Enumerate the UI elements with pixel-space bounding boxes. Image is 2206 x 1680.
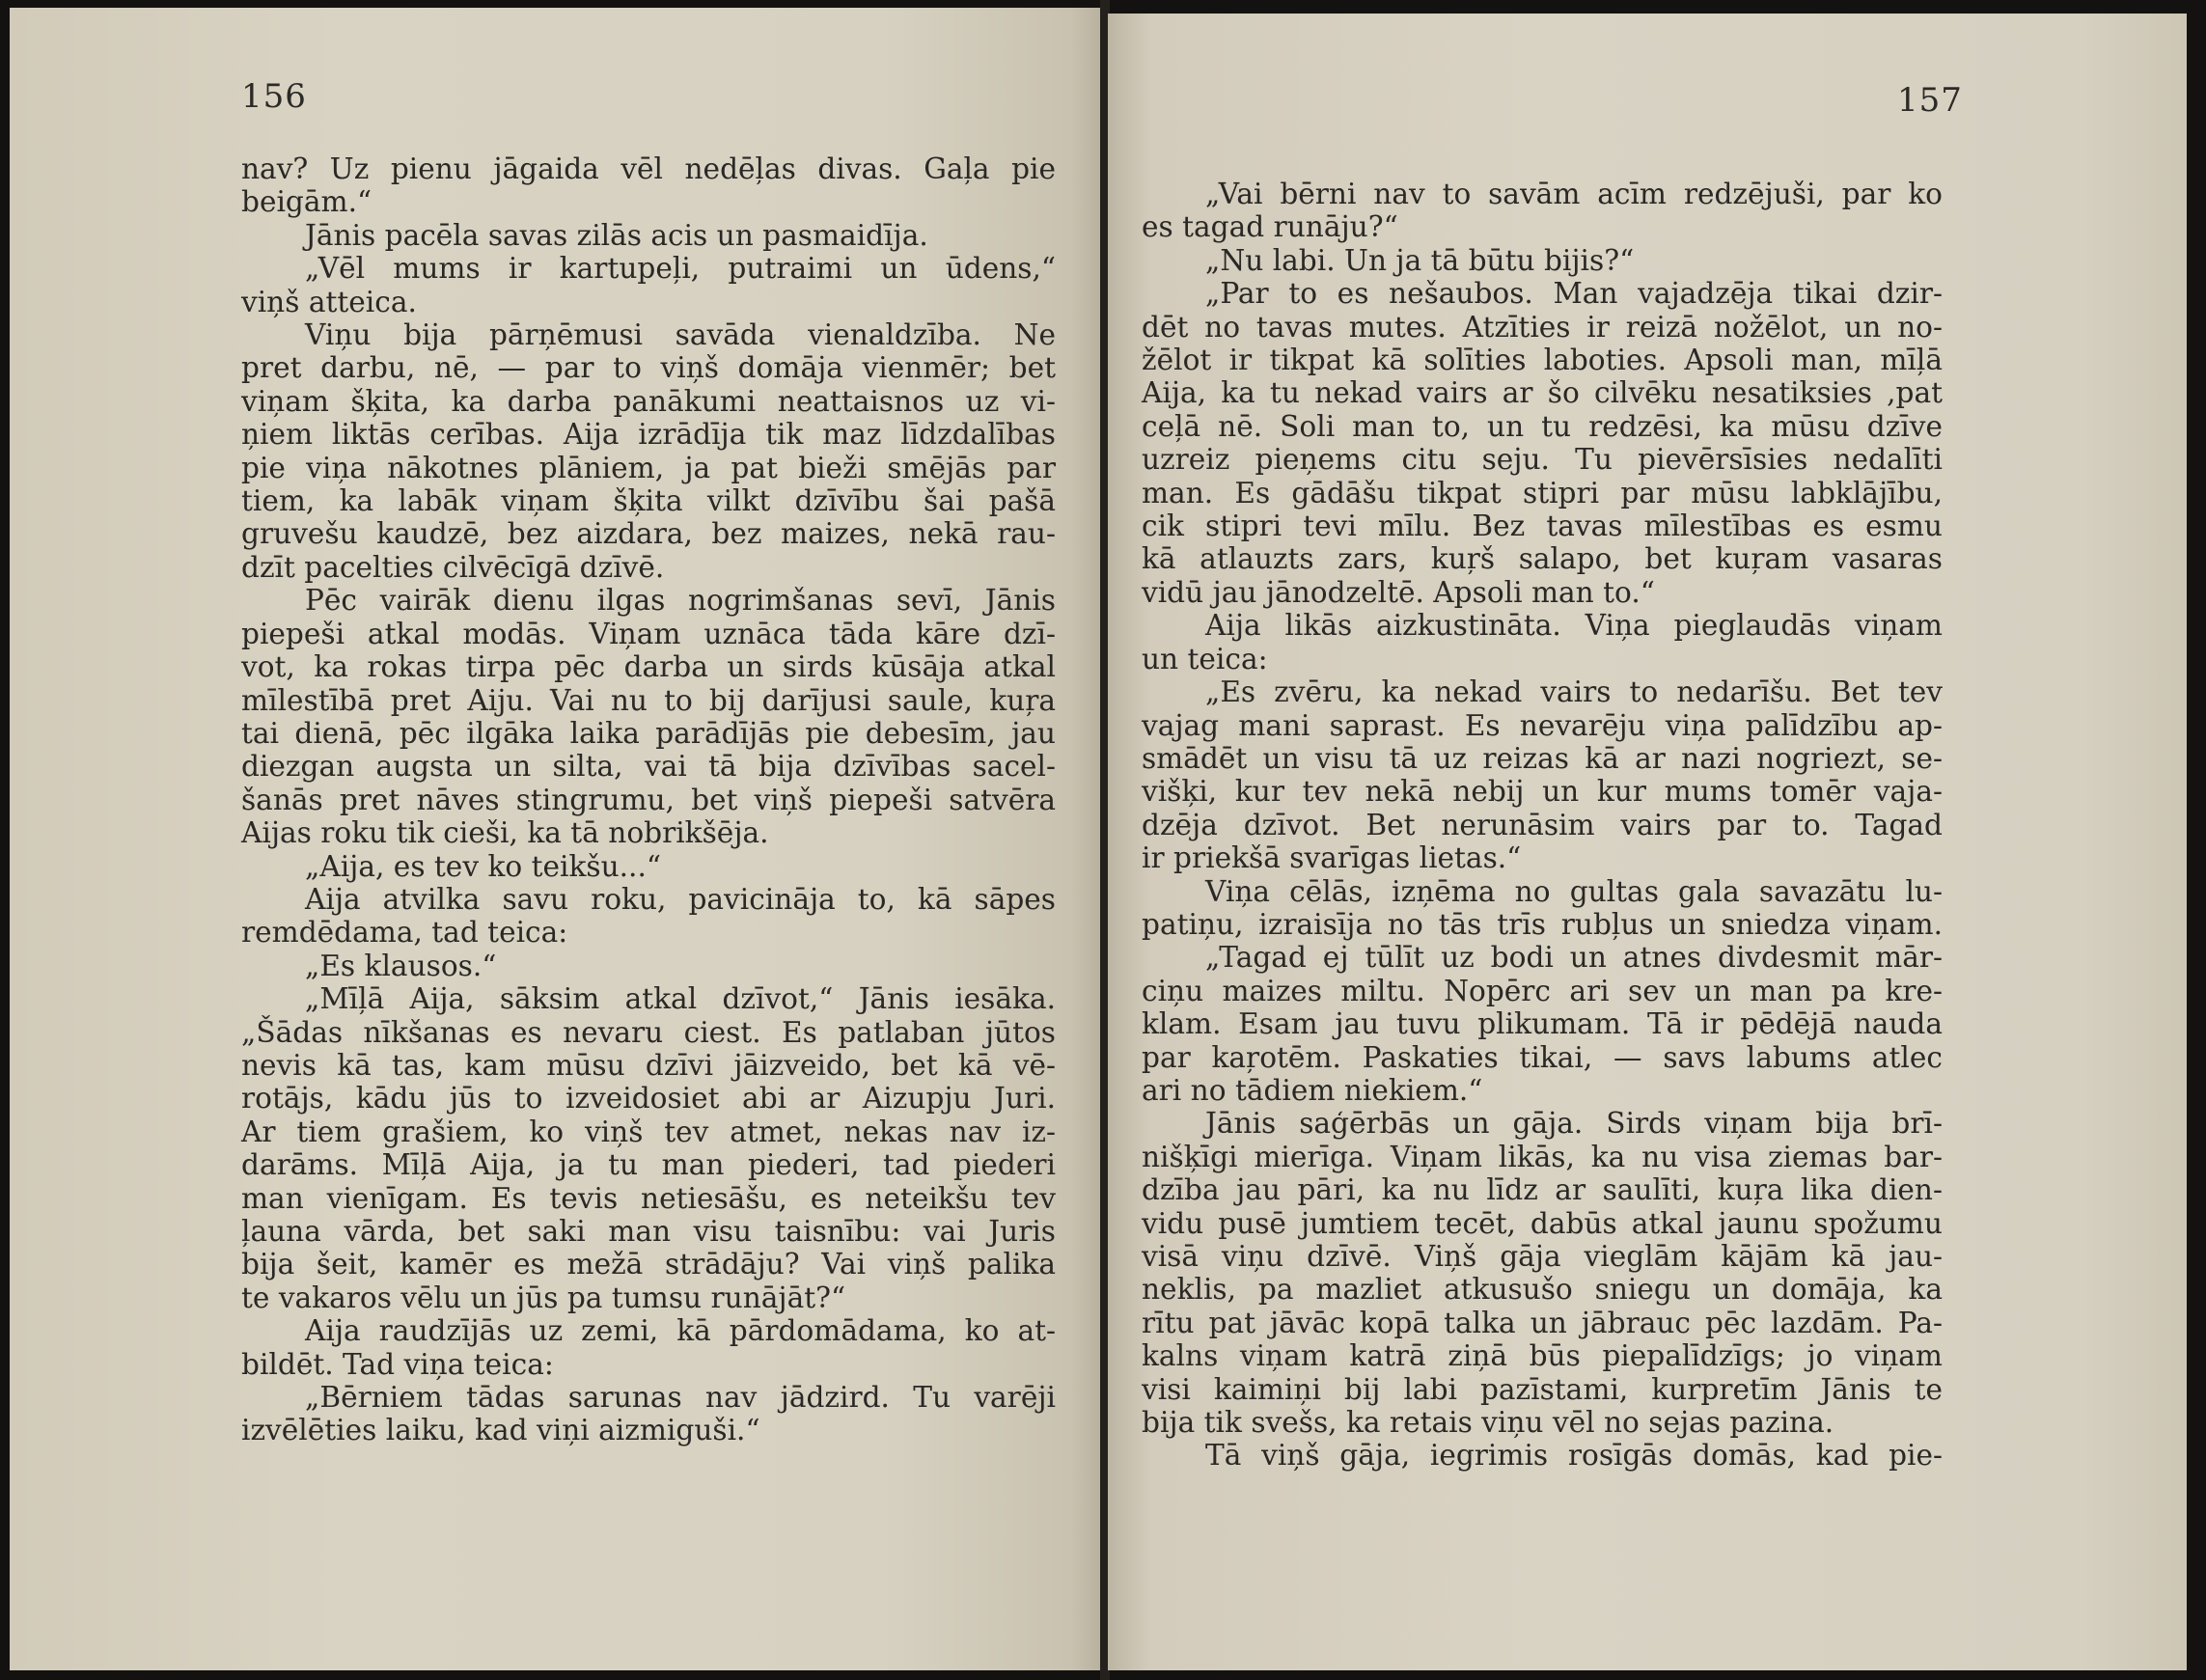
text-line: smādēt un visu tā uz reizas kā ar nazi nogriezt, se- <box>1142 741 1943 775</box>
text-line: „Es klausos.“ <box>305 949 497 982</box>
text-line: „Nu labi. Un ja tā būtu bijis?“ <box>1205 243 1635 277</box>
text-line: cik stipri tevi mīlu. Bez tavas mīlestības es esmu <box>1142 510 1943 543</box>
text-line: klam. Esam jau tuvu plikumam. Tā ir pēdējā nauda <box>1142 1007 1943 1041</box>
text-line: ceļā nē. Soli man to, un tu redzēsi, ka mūsu dzīve <box>1142 409 1943 443</box>
text-line: ņiem liktās cerības. Aija izrādīja tik maz līdzdalības <box>241 418 1056 452</box>
page-number-right: 157 <box>1897 81 1963 120</box>
text-line: gruvešu kaudzē, bez aizdara, bez maizes, nekā rau- <box>241 517 1056 551</box>
text-line: „Mīļā Aija, sāksim atkal dzīvot,“ Jānis iesāka. <box>305 982 1056 1016</box>
text-line: beigām.“ <box>241 185 372 219</box>
text-line: rotājs, kādu jūs to izveidosiet abi ar Aizupju Juri. <box>241 1082 1056 1115</box>
text-line: ciņu maizes miltu. Nopērc ari sev un man pa kre- <box>1142 974 1943 1007</box>
text-line: darāms. Mīļā Aija, ja tu man piederi, tad piederi <box>241 1148 1056 1182</box>
text-line: man vienīgam. Es tevis netiesāšu, es neteikšu tev <box>241 1181 1056 1215</box>
text-line: es tagad runāju?“ <box>1142 210 1398 244</box>
text-line: „Es zvēru, ka nekad vairs to nedarīšu. Bet tev <box>1205 675 1943 709</box>
text-line: vidū jau jānodzeltē. Apsoli man to.“ <box>1142 575 1655 609</box>
text-line: un teica: <box>1142 642 1268 675</box>
text-line: Viņu bija pārņēmusi savāda vienaldzība. Ne <box>305 318 1056 352</box>
text-line: nišķīgi mierīga. Viņam likās, ka nu visa ziemas bar- <box>1142 1140 1943 1173</box>
left-page <box>10 8 1103 1670</box>
text-line: „Par to es nešaubos. Man vajadzēja tikai dzir- <box>1205 277 1943 311</box>
text-line: Ar tiem grašiem, ko viņš tev atmet, nekas nav iz- <box>241 1115 1056 1148</box>
text-line: bija tik svešs, ka retais viņu vēl no sejas pazina. <box>1142 1406 1834 1440</box>
text-line: mīlestībā pret Aiju. Vai nu to bij darījusi saule, kuŗa <box>241 683 1056 717</box>
text-line: vidu pusē jumtiem tecēt, dabūs atkal jaunu spožumu <box>1142 1206 1943 1240</box>
text-line: „Aija, es tev ko teikšu...“ <box>305 849 661 883</box>
text-line: ir priekšā svarīgas lietas.“ <box>1142 841 1522 875</box>
text-line: „Vai bērni nav to savām acīm redzējuši, par ko <box>1205 178 1943 210</box>
text-line: par kaŗotēm. Paskaties tikai, — savs labums atlec <box>1142 1040 1943 1074</box>
text-line: kalns viņam katrā ziņā būs piepalīdzīgs; jo viņam <box>1142 1339 1943 1373</box>
text-line: „Vēl mums ir kartupeļi, putraimi un ūdens,“ <box>305 252 1056 286</box>
text-line: rītu pat jāvāc kopā talka un jābrauc pēc lazdām. Pa- <box>1142 1306 1943 1339</box>
text-line: Aija raudzījās uz zemi, kā pārdomādama, ko at- <box>305 1314 1056 1348</box>
text-line: remdēdama, tad teica: <box>241 916 568 950</box>
text-line: pret darbu, nē, — par to viņš domāja vienmēr; bet <box>241 351 1056 385</box>
text-line: patiņu, izraisīja no tās trīs rubļus un sniedza viņam. <box>1142 907 1943 941</box>
right-page-text <box>1142 178 1943 1473</box>
text-line: vot, ka rokas tirpa pēc darba un sirds kūsāja atkal <box>241 650 1056 684</box>
text-line: man. Es gādāšu tikpat stipri par mūsu labklājību, <box>1142 476 1943 510</box>
text-line: „Šādas nīkšanas es nevaru ciest. Es patlaban jūtos <box>241 1015 1056 1049</box>
text-line: dzība jau pāri, ka nu līdz ar saulīti, kuŗa lika dien- <box>1142 1173 1943 1207</box>
text-line: Aija atvilka savu roku, pavicināja to, kā sāpes <box>305 882 1056 916</box>
text-line: te vakaros vēlu un jūs pa tumsu runājāt?“ <box>241 1281 846 1314</box>
text-line: dēt no tavas mutes. Atzīties ir reizā nožēlot, un no- <box>1142 310 1943 344</box>
text-line: dzīt pacelties cilvēcīgā dzīvē. <box>241 550 665 584</box>
right-page <box>1108 14 2187 1670</box>
text-line: šanās pret nāves stingrumu, bet viņš piepeši satvēra <box>241 783 1056 816</box>
text-line: nav? Uz pienu jāgaida vēl nedēļas divas. Gaļa pie <box>241 152 1056 185</box>
text-line: Viņa cēlās, izņēma no gultas gala savazātu lu- <box>1205 874 1943 908</box>
text-line: Aija, ka tu nekad vairs ar šo cilvēku nesatiksies ,pat <box>1142 376 1943 410</box>
text-line: ari no tādiem niekiem.“ <box>1142 1073 1483 1107</box>
text-line: viņš atteica. <box>241 285 417 318</box>
text-line: visā viņu dzīvē. Viņš gāja vieglām kājām kā jau- <box>1142 1240 1943 1273</box>
text-line: žēlot ir tikpat kā solīties laboties. Apsoli man, mīļā <box>1142 344 1943 377</box>
text-line: Pēc vairāk dienu ilgas nogrimšanas sevī, Jānis <box>305 584 1056 618</box>
text-line: neklis, pa mazliet atkusušo sniegu un domāja, ka <box>1142 1273 1943 1307</box>
text-line: tiem, ka labāk viņam šķita vilkt dzīvību šai pašā <box>241 484 1056 518</box>
text-line: bildēt. Tad viņa teica: <box>241 1347 554 1381</box>
text-line: uzreiz pieņems citu seju. Tu pievērsīsies nedalīti <box>1142 443 1943 477</box>
text-line: „Bērniem tādas sarunas nav jādzird. Tu varēji <box>305 1381 1056 1415</box>
text-line: diezgan augsta un silta, vai tā bija dzīvības sacel- <box>241 750 1056 784</box>
page-number-left: 156 <box>241 77 307 116</box>
text-line: bija šeit, kamēr es mežā strādāju? Vai viņš palika <box>241 1248 1056 1281</box>
text-line: „Tagad ej tūlīt uz bodi un atnes divdesmit mār- <box>1205 941 1943 975</box>
left-page-text <box>241 152 1056 1447</box>
text-line: izvēlēties laiku, kad viņi aizmiguši.“ <box>241 1414 760 1447</box>
text-line: Tā viņš gāja, iegrimis rosīgās domās, kad pie- <box>1205 1439 1943 1473</box>
text-line: tai dienā, pēc ilgāka laika parādījās pie debesīm, jau <box>241 716 1056 750</box>
text-line: ļauna vārda, bet saki man visu taisnību: vai Juris <box>241 1215 1056 1248</box>
text-line: višķi, kur tev nekā nebij un kur mums tomēr vaja- <box>1142 775 1943 809</box>
text-line: Jānis pacēla savas zilās acis un pasmaidīja. <box>305 218 928 252</box>
text-line: pie viņa nākotnes plāniem, ja pat bieži smējās par <box>241 451 1056 484</box>
text-line: viņam šķita, ka darba panākumi neattaisnos uz vi- <box>241 384 1056 418</box>
text-line: Aija likās aizkustināta. Viņa pieglaudās viņam <box>1205 609 1943 643</box>
text-line: visi kaimiņi bij labi pazīstami, kurpretīm Jānis te <box>1142 1372 1943 1406</box>
text-line: Aijas roku tik cieši, ka tā nobrikšēja. <box>241 816 769 850</box>
text-line: dzēja dzīvot. Bet nerunāsim vairs par to. Tagad <box>1142 808 1943 841</box>
text-line: kā atlauzts zars, kuŗš salapo, bet kuŗam vasaras <box>1142 542 1943 576</box>
text-line: vajag mani saprast. Es nevarēju viņa palīdzību ap- <box>1142 708 1943 742</box>
text-line: piepeši atkal modās. Viņam uznāca tāda kāre dzī- <box>241 617 1056 650</box>
text-line: nevis kā tas, kam mūsu dzīvi jāizveido, bet kā vē- <box>241 1048 1056 1082</box>
text-line: Jānis saģērbās un gāja. Sirds viņam bija brī- <box>1205 1107 1943 1141</box>
